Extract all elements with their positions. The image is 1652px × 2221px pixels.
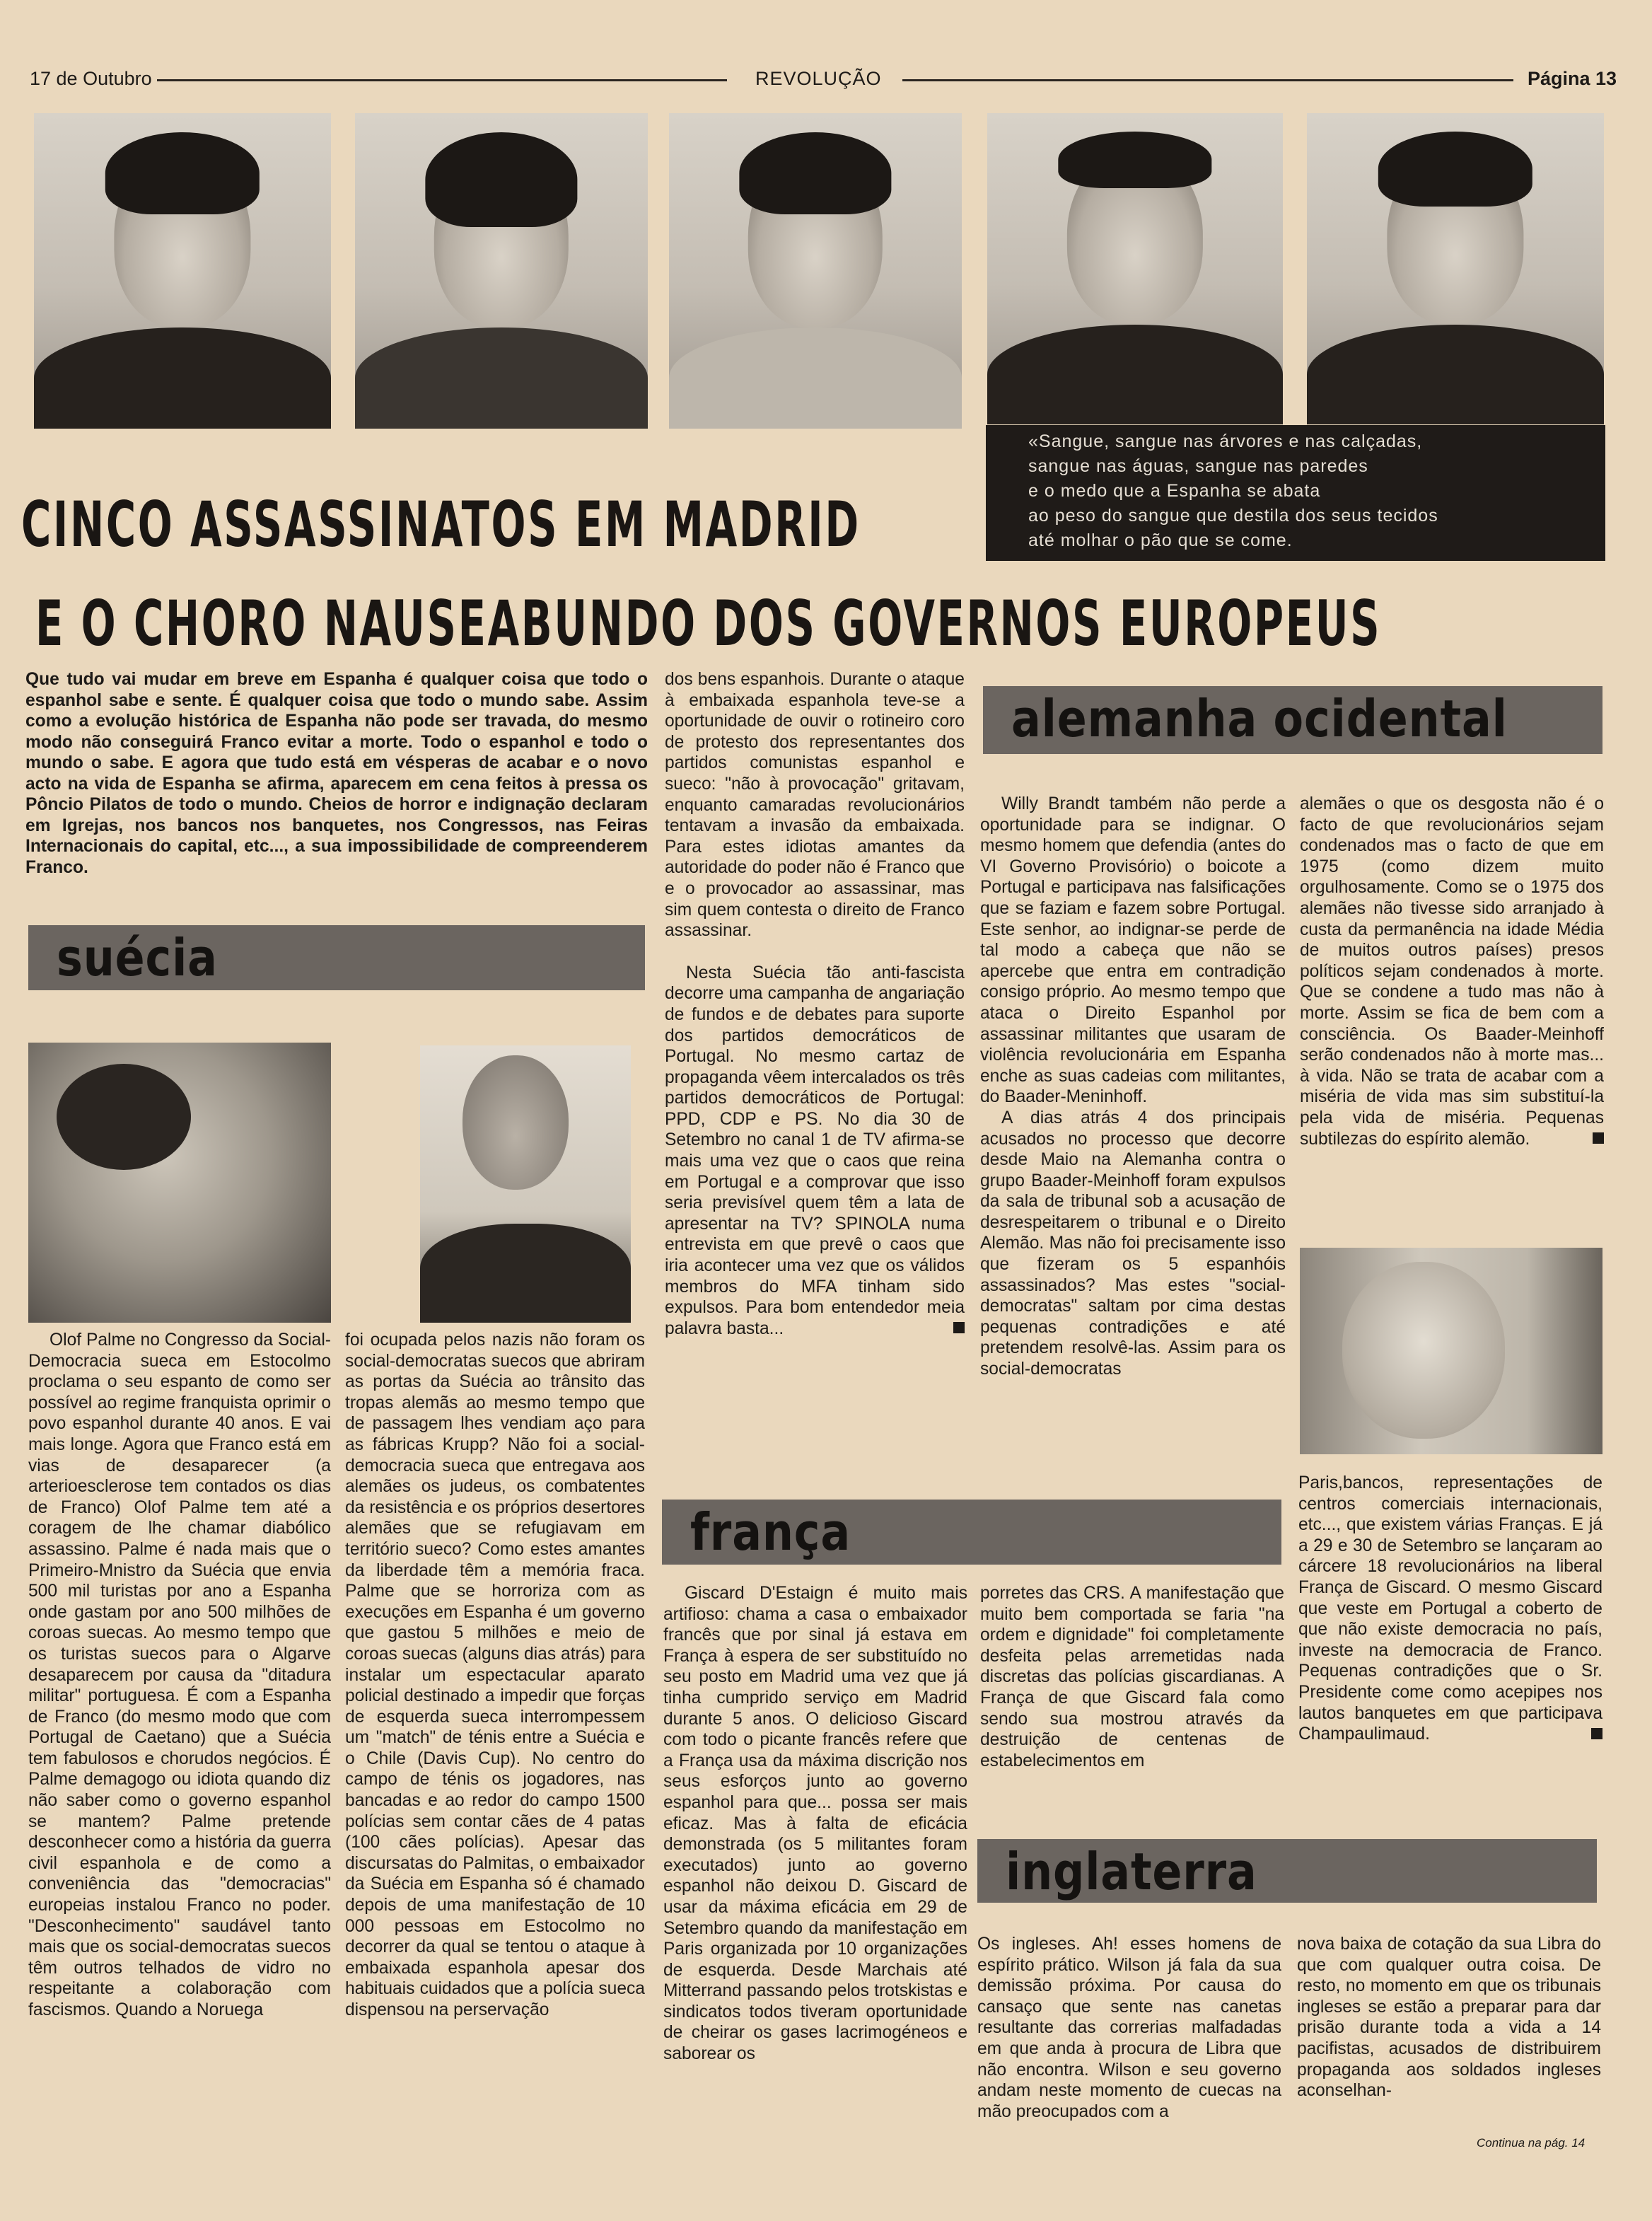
inglaterra-column-1: Os ingleses. Ah! esses homens de espírito prático. Wilson já fala da sua demissão próxima. Por causa do cansaço que sente nas canetas resultante das correrias malfadadas em que anda à procura de Libra que não encontra. Wilson e seu governo andam neste momento de cuecas na mão preocupados com a <box>977 1935 1281 2121</box>
end-mark <box>953 1322 965 1333</box>
franca-column-2: porretes das CRS. A manifestação que muito bem comportada se faria "na ordem e dignidade" foi completamente desfeita pelas arremetidas nada discretas das polícias giscardianas. A França de que Giscard fala como sendo sua mostrou através da destruição de centenas de estabelecimentos em <box>980 1584 1284 1770</box>
masthead: REVOLUÇÃO <box>755 68 882 89</box>
franca-column-3: Paris,bancos, representações de centros comerciais internacionais, etc..., que existem várias Franças. E já a 29 e 30 de Setembro se lançaram ao cárcere 18 revolucionários na liberal França de Giscard. O mesmo Giscard que veste em Portugal a coberto de que não existe democracia no país, investe na democracia de Franco. Pequenas contradições que o Sr. Presidente come como acepipes nos lautos banquetes em que participava Champaulimaud. <box>1298 1473 1602 1744</box>
section-banner-inglaterra <box>977 1839 1597 1903</box>
photo-suecia-1 <box>28 1043 331 1323</box>
section-banner-suecia <box>28 925 645 990</box>
header-rule-left <box>157 79 727 81</box>
headline-line-2: E O CHORO NAUSEABUNDO DOS GOVERNOS EUROPEUS <box>35 587 1382 660</box>
quote-line: e o medo que a Espanha se abata <box>1028 481 1321 501</box>
photo-willy-brandt <box>1300 1248 1602 1454</box>
alemanha-column-1: Willy Brandt também não perde a oportunidade para se indignar. O mesmo homem que defendia (antes do VI Governo Provisório) o boicote a Portugal e participava nas falsificações que se faziam e fazem sobre Portugal. Este senhor, ao indignar-se perde de tal modo a cabeça que não se apercebe que entra em contradição consigo próprio. Ao mesmo tempo que ataca o Direito Espanhol por assassinar militantes que usaram de violência revolucionária em Espanha enche as suas cadeias com militantes, do Baader-Meninhoff. A dias atrás 4 dos principais acusados no processo que decorre desde Maio na Alemanha contra o grupo Baader-Meinhoff foram expulsos da sala de tribunal sob a acusação de desrespeitarem o tribunal e o Direito Alemão. Mas não foi precisamente isso que fizeram os 5 espanhóis assassinados? Mas estes "social-democratas" saltam por cima destas pequenas contradições e até pretendem resolvê-las. Assim para os social-democratas <box>980 794 1286 1379</box>
inglaterra-column-2: nova baixa de cotação da sua Libra do que com qualquer outra coisa. De resto, no momento em que os tribunais ingleses se estão a preparar para dar prisão durante toda a vida a 14 pacifistas, acusados de distribuirem propaganda aos soldados ingleses aconselhan- <box>1297 1935 1601 2101</box>
page-number: Página 13 <box>1528 68 1617 89</box>
section-banner-franca <box>662 1500 1281 1565</box>
end-mark <box>1591 1728 1602 1739</box>
intro-paragraph: Que tudo vai mudar em breve em Espanha é qualquer coisa que todo o espanhol sabe e sente. É qualquer coisa que todo o mundo sabe. Assim como a evolução histórica de Espanha não pode ser travada, do mesmo modo não conseguirá Franco evitar a morte. Todo o espanhol e todo o mundo o sabe. E agora que tudo está em vésperas de acabar e o novo acto na vida de Espanha se afirma, aparecem em cena feitos à pressa os Pôncio Pilatos de todo o mundo. Cheios de horror e indignação declaram em Igrejas, nos bancos nos banquetes, nos Congressos, nas Feiras Internacionais do capital, etc..., a sua impossibilidade de compreenderem Franco. <box>25 670 648 877</box>
photo-olof-palme <box>420 1045 631 1323</box>
quote-line: «Sangue, sangue nas árvores e nas calçadas, <box>1028 431 1423 451</box>
quote-line: até molhar o pão que se come. <box>1028 530 1293 550</box>
portrait-photo-5 <box>1307 113 1604 424</box>
header-rule-right <box>902 79 1513 81</box>
section-title-alemanha: alemanha ocidental <box>1011 689 1508 748</box>
suecia-column-2: foi ocupada pelos nazis não foram os social-democratas suecos que abriram as portas da Suécia ao trânsito das tropas alemãs ao mesmo tempo que de passagem lhes vendiam aço para as fábricas Krupp? Não foi a social-democracia sueca que entregava aos alemães os judeus, os combatentes da resistência e os próprios desertores alemães que se refugiavam em território sueco? Como estes amantes da liberdade têm a memória fraca. Palme que se horroriza com as execuções em Espanha é um governo que gastou 5 milhões e meio de coroas suecas (alguns dias atrás) para instalar um espectacular aparato policial destinado a impedir que forças de esquerda sueca interrompessem um "match" de ténis entre a Suécia e o Chile (Davis Cup). No centro do campo de ténis os jogadores, nas bancadas e ao redor do campo 1500 polícias sem contar cães de 4 patas (100 cães polícias). Apesar das discursatas do Palmitas, o embaixador da Suécia em Espanha só é chamado depois de uma manifestação de 10 000 pessoas em Estocolmo no decorrer da qual se tentou o ataque à embaixada espanhola apesar dos habituais cuidados que a polícia sueca dispensou na perservação <box>345 1330 645 2019</box>
suecia-column-1: Olof Palme no Congresso da Social-Democracia sueca em Estocolmo proclama o seu espanto de como ser possível ao regime franquista oprimir o povo espanhol durante 40 anos. E vai mais longe. Agora que Franco está em vias de desaparecer (a arterioesclerose tem contados os dias de Franco) Olof Palme tem até a coragem de lhe chamar diabólico assassino. Palme é nada mais que o Primeiro-Mnistro da Suécia que envia 500 mil turistas por ano a Espanha onde gastam por ano 500 milhões de coroas suecas. Ao mesmo tempo que os turistas suecos para o Algarve desaparecem por causa da "ditadura militar" portuguesa. É com a Espanha de Franco (do mesmo modo que com Portugal de Caetano) que a Suécia tem fabulosos e chorudos negócios. É Palme demagogo ou idiota quando diz não saber como o governo espanhol se mantem? Palme pretende desconhecer como a história da guerra civil espanhola e de como a conveniência das "democracias" europeias instalou Franco no poder. "Desconhecimento" saudável tanto mais que os social-democratas suecos têm outros telhados de vidro no respeitante a colaboração com fascismos. Quando a Noruega <box>28 1330 331 2019</box>
quote-line: sangue nas águas, sangue nas paredes <box>1028 456 1368 476</box>
portrait-photo-3 <box>669 113 962 429</box>
section-title-suecia: suécia <box>57 928 218 987</box>
quote-line: ao peso do sangue que destila dos seus tecidos <box>1028 506 1438 526</box>
section-banner-alemanha <box>983 686 1602 754</box>
poem-quote-box <box>986 425 1605 561</box>
end-mark <box>1593 1132 1604 1144</box>
suecia-column-3: dos bens espanhois. Durante o ataque à embaixada espanhola teve-se a oportunidade de ouvir o rotineiro coro de protesto dos representantes dos partidos comunistas espanhol e sueco: "não à provocação" gritavam, enquanto camaradas revolucionários tentavam a invasão da embaixada. Para estes idiotas amantes da autoridade do poder não é Franco que e o provocador ao assassinar, mas sim quem contesta o direito de Franco assassinar. Nesta Suécia tão anti-fascista decorre uma campanha de angariação de fundos e de debates para suporte dos partidos democráticos de Portugal. No mesmo cartaz de propaganda vêem intercalados os três partidos democráticos de Portugal: PPD, CDP e PS. No dia 30 de Setembro no canal 1 de TV afirma-se mais uma vez que o caos que reina em Portugal e a comprovar que isso seria previsível quem têm a lata de apresentar na TV? SPINOLA numa entrevista em que prevê o caos que iria acontecer uma vez que os válidos membros do MFA tinham sido expulsos. Para bom entendedor meia palavra basta... <box>665 670 965 1338</box>
continued-note: Continua na pág. 14 <box>1477 2136 1586 2150</box>
section-title-inglaterra: inglaterra <box>1006 1842 1257 1901</box>
franca-column-1: Giscard D'Estaign é muito mais artifioso: chama a casa o embaixador francês que por sinal já estava em França à espera de ser substituído no seu posto em Madrid uma vez que já tinha cumprido serviço em Madrid durante 5 anos. O delicioso Giscard com todo o picante francês refere que a França usa da máxima discrição nos seus esforços junto ao governo espanhol para que... possa ser mais eficaz. Mas à falta de eficácia demonstrada (os 5 militantes foram executados) junto ao governo espanhol não deixou D. Giscard de usar da máxima eficácia em 29 de Setembro quando da manifestação em Paris organizada por 10 organizações de esquerda. Desde Marchais até Mitterrand passando pelos trotskistas e sindicatos todos tiveram oportunidade de cheirar os gases lacrimogéneos e saborear os <box>663 1584 967 2064</box>
headline-line-1: CINCO ASSASSINATOS EM MADRID <box>21 488 861 561</box>
portrait-photo-4 <box>987 113 1283 424</box>
portrait-photo-2 <box>355 113 648 429</box>
section-title-franca: frança <box>690 1502 851 1562</box>
alemanha-column-2: alemães o que os desgosta não é o facto de que revolucionários sejam condenados mas o facto de que em 1975 (como dizem muito orgulhosamente. Como se o 1975 dos alemães não tivesse sido arranjado à custa da permanência na idade Média de muitos outros países) presos políticos sejam condenados à morte. Que se condene a tudo mas não à morte. Assim se fica de bem com a consciência. Os Baader-Meinhoff serão condenados não à morte mas... à vida. Não se trata de acabar com a miséria de vida mas sim substituí-la pela vida de miséria. Pequenas subtilezas do espírito alemão. <box>1300 794 1604 1149</box>
issue-date: 17 de Outubro <box>30 68 152 89</box>
portrait-photo-1 <box>34 113 331 429</box>
